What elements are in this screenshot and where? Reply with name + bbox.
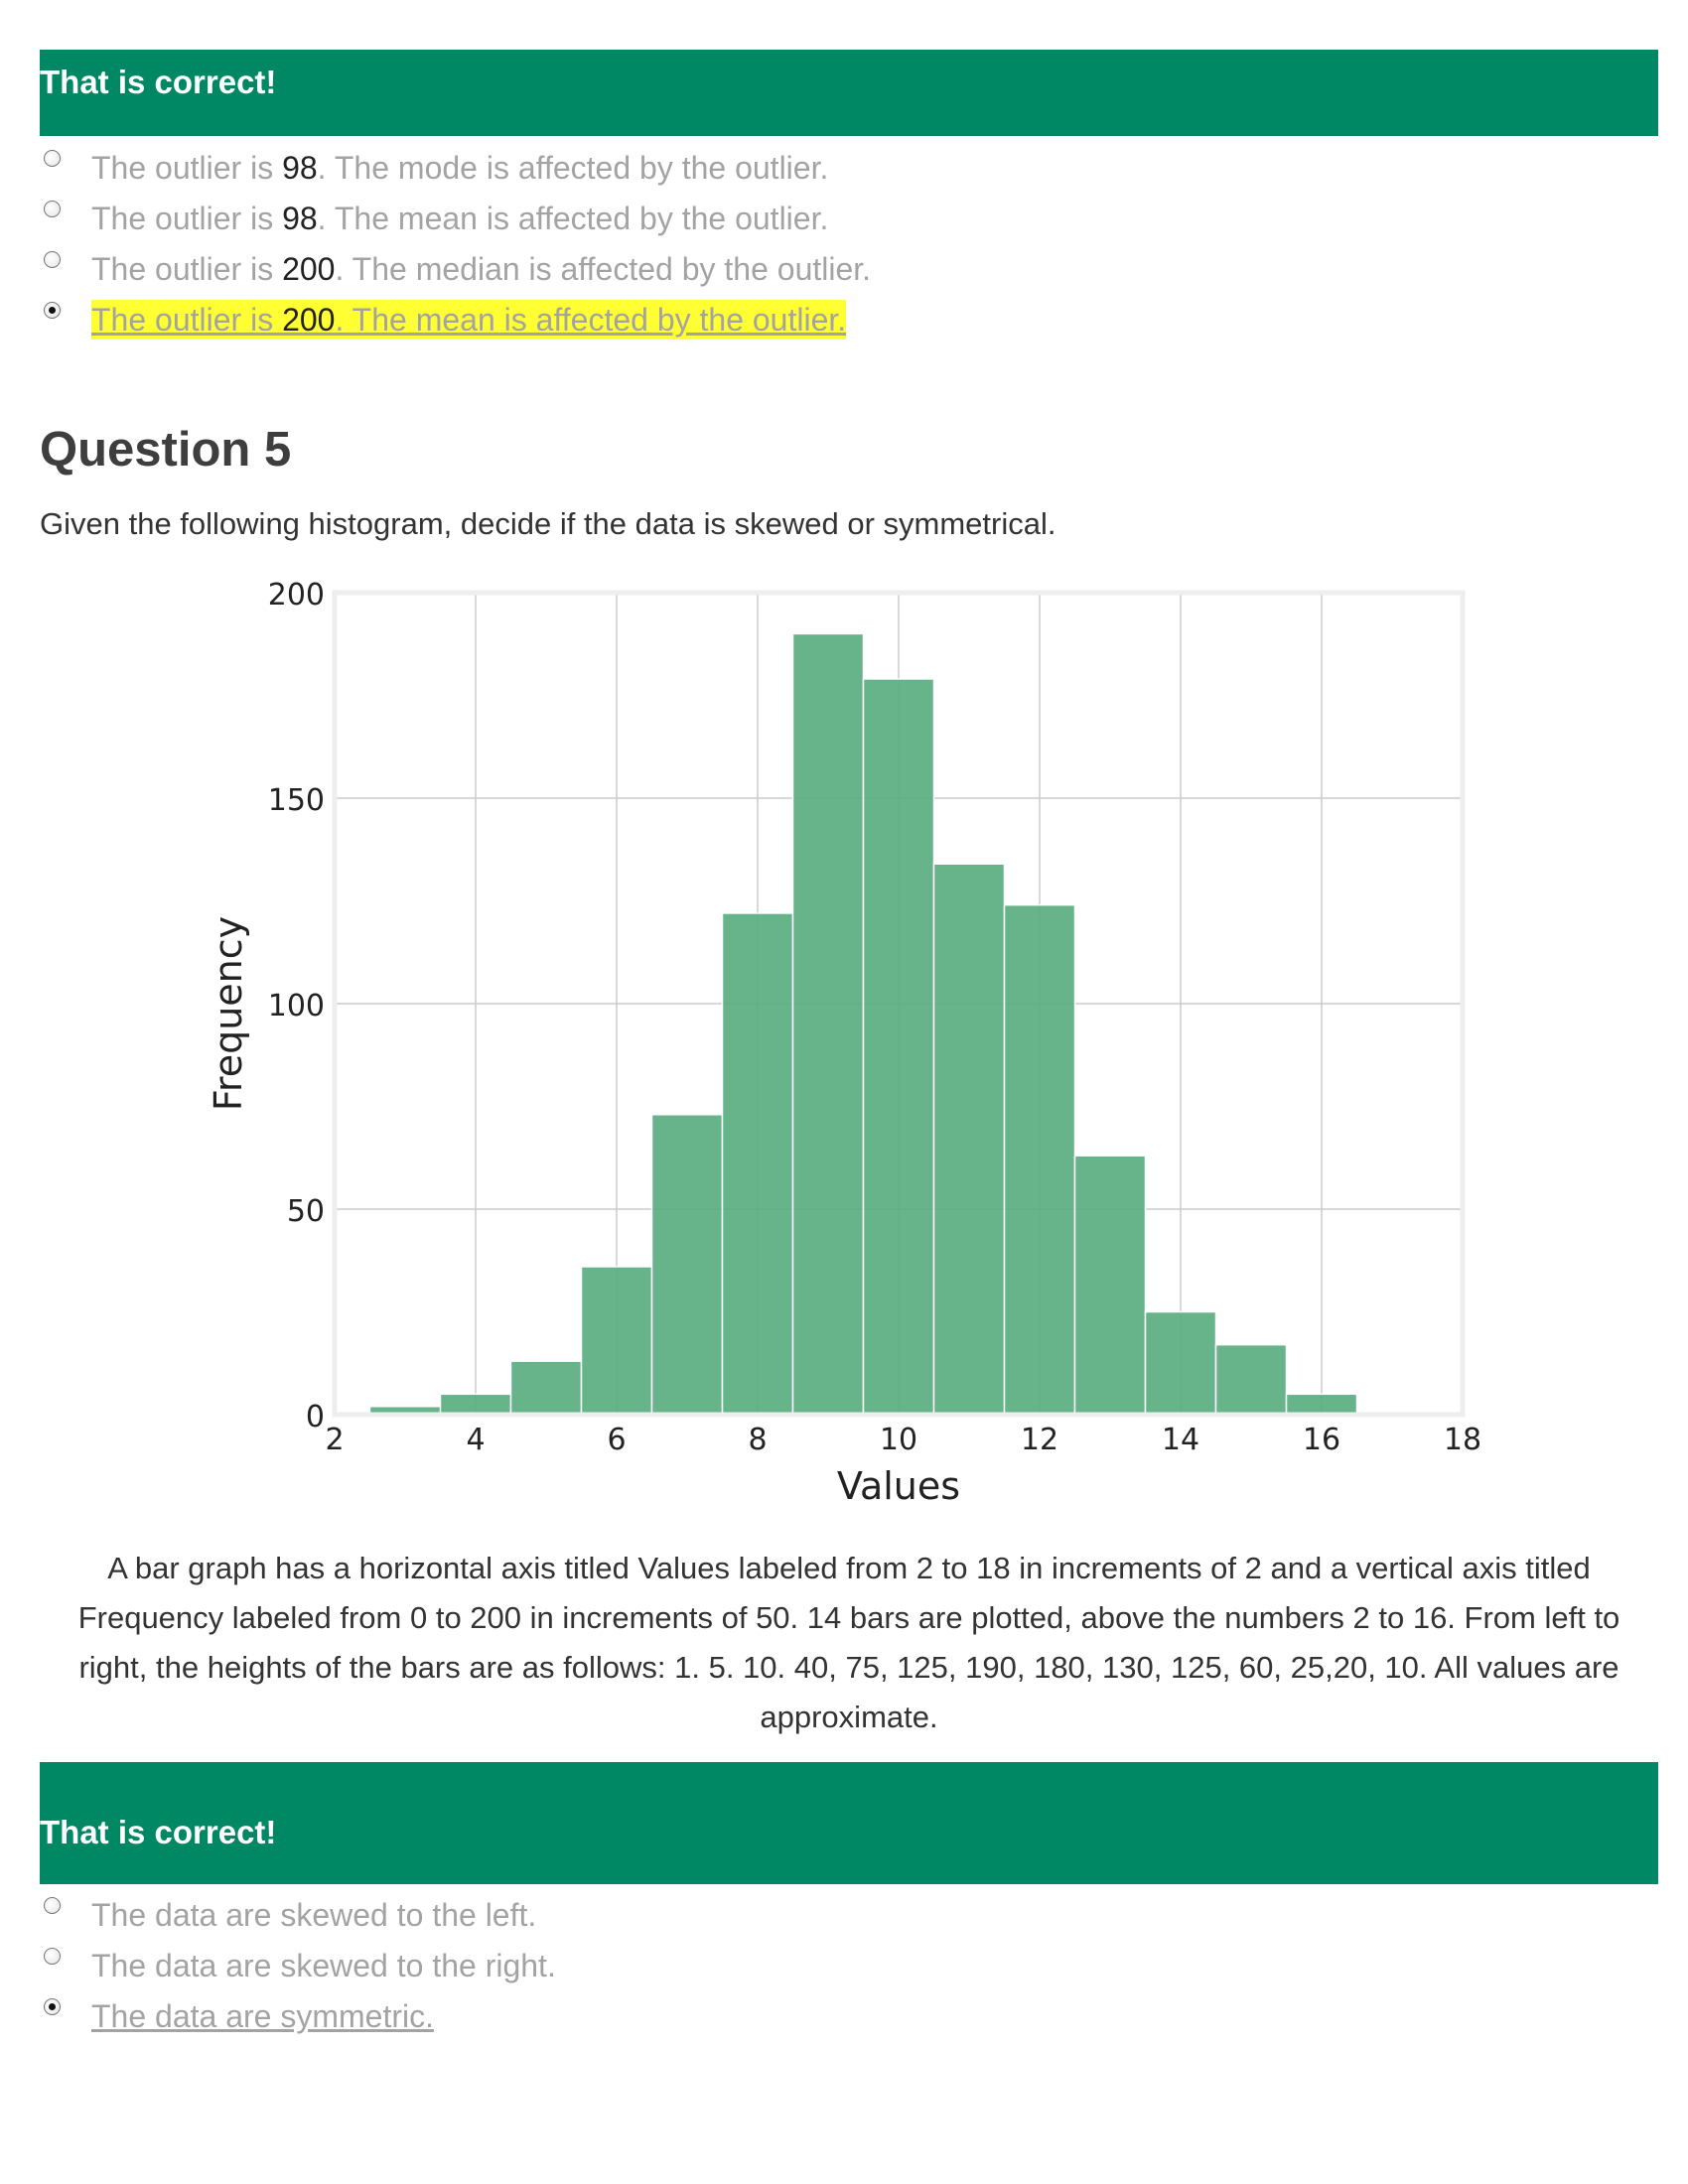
q4-option-1-label: The outlier is 98. The mode is affected by the outlier. — [91, 150, 829, 186]
feedback-text-bottom: That is correct! — [40, 1814, 277, 1850]
question-title: Question 5 — [40, 423, 292, 477]
q5-option-2[interactable] — [40, 1946, 1628, 1996]
q4-option-4-label: The outlier is 200. The mean is affected by the outlier. — [91, 302, 847, 338]
x-tick-label: 2 — [325, 1423, 345, 1457]
histogram-bar-13 — [1216, 1345, 1287, 1415]
radio-button-icon[interactable] — [44, 1948, 61, 1965]
q5-option-2-label: The data are skewed to the right. — [91, 1948, 556, 1983]
question5-options — [40, 1895, 1628, 2047]
x-tick-label: 10 — [879, 1423, 918, 1457]
histogram-bar-5 — [652, 1115, 723, 1415]
y-tick-label: 150 — [267, 783, 325, 818]
x-tick-label: 16 — [1302, 1423, 1341, 1457]
question4-options — [40, 148, 1628, 350]
y-tick-label: 0 — [305, 1400, 325, 1434]
y-axis-label: Frequency — [207, 915, 250, 1112]
histogram-bar-2 — [441, 1394, 511, 1415]
x-tick-label: 4 — [466, 1423, 486, 1457]
question-prompt: Given the following histogram, decide if the data is skewed or symmetrical. — [40, 506, 1056, 541]
x-axis-label: Values — [836, 1464, 961, 1504]
y-tick-labels — [268, 578, 325, 1434]
histogram-bar-8 — [864, 679, 934, 1415]
q4-option-2[interactable] — [40, 199, 1628, 249]
x-tick-label: 8 — [748, 1423, 768, 1457]
radio-button-icon[interactable] — [44, 150, 61, 167]
x-tick-label: 6 — [607, 1423, 627, 1457]
radio-button-selected-icon[interactable] — [44, 1998, 61, 2015]
q4-option-3-label: The outlier is 200. The median is affected by the outlier. — [91, 251, 872, 287]
histogram-bar-14 — [1287, 1394, 1357, 1415]
y-tick-label: 200 — [267, 578, 325, 613]
q4-option-3[interactable] — [40, 249, 1628, 300]
q5-option-3[interactable] — [40, 1996, 1628, 2047]
q4-option-1[interactable] — [40, 148, 1628, 199]
feedback-text-top: That is correct! — [40, 64, 277, 100]
histogram-chart — [199, 571, 1489, 1504]
chart-description: A bar graph has a horizontal axis titled Values labeled from 2 to 18 in increments of 2 and a vertical axis titled Frequency labeled from 0 to 200 in increments of 50. 14 bars are plotted, above the numbers 2 to 16. From left to right, the heights of the bars are as follows: 1. 5. 10. 40, 75, 125, 190, 180, 130, 125, 60, 25,20, 10. All values are approximate. — [77, 1551, 1620, 1734]
x-tick-label: 18 — [1443, 1423, 1482, 1457]
histogram-bar-12 — [1146, 1312, 1216, 1416]
radio-button-icon[interactable] — [44, 251, 61, 268]
histogram-bar-4 — [582, 1267, 652, 1415]
histogram-bar-11 — [1075, 1156, 1146, 1415]
histogram-bar-7 — [793, 633, 864, 1415]
q4-option-2-label: The outlier is 98. The mean is affected by the outlier. — [91, 201, 829, 236]
x-tick-labels — [325, 1423, 1481, 1457]
radio-button-icon[interactable] — [44, 201, 61, 217]
feedback-banner-top — [40, 50, 1658, 136]
q4-option-4[interactable] — [40, 300, 1628, 350]
x-tick-label: 12 — [1020, 1423, 1059, 1457]
radio-button-icon[interactable] — [44, 1897, 61, 1914]
q5-option-1[interactable] — [40, 1895, 1628, 1946]
y-tick-label: 50 — [286, 1194, 325, 1229]
q5-option-3-label: The data are symmetric. — [91, 1998, 434, 2034]
radio-button-selected-icon[interactable] — [44, 302, 61, 319]
q5-option-1-label: The data are skewed to the left. — [91, 1897, 537, 1933]
histogram-bar-10 — [1005, 905, 1075, 1415]
y-tick-label: 100 — [267, 989, 325, 1024]
chart-bars — [370, 633, 1357, 1415]
histogram-bar-9 — [934, 864, 1005, 1415]
histogram-bar-3 — [511, 1361, 582, 1415]
histogram-bar-6 — [723, 913, 793, 1415]
x-tick-label: 14 — [1161, 1423, 1200, 1457]
feedback-banner-bottom — [40, 1762, 1658, 1884]
